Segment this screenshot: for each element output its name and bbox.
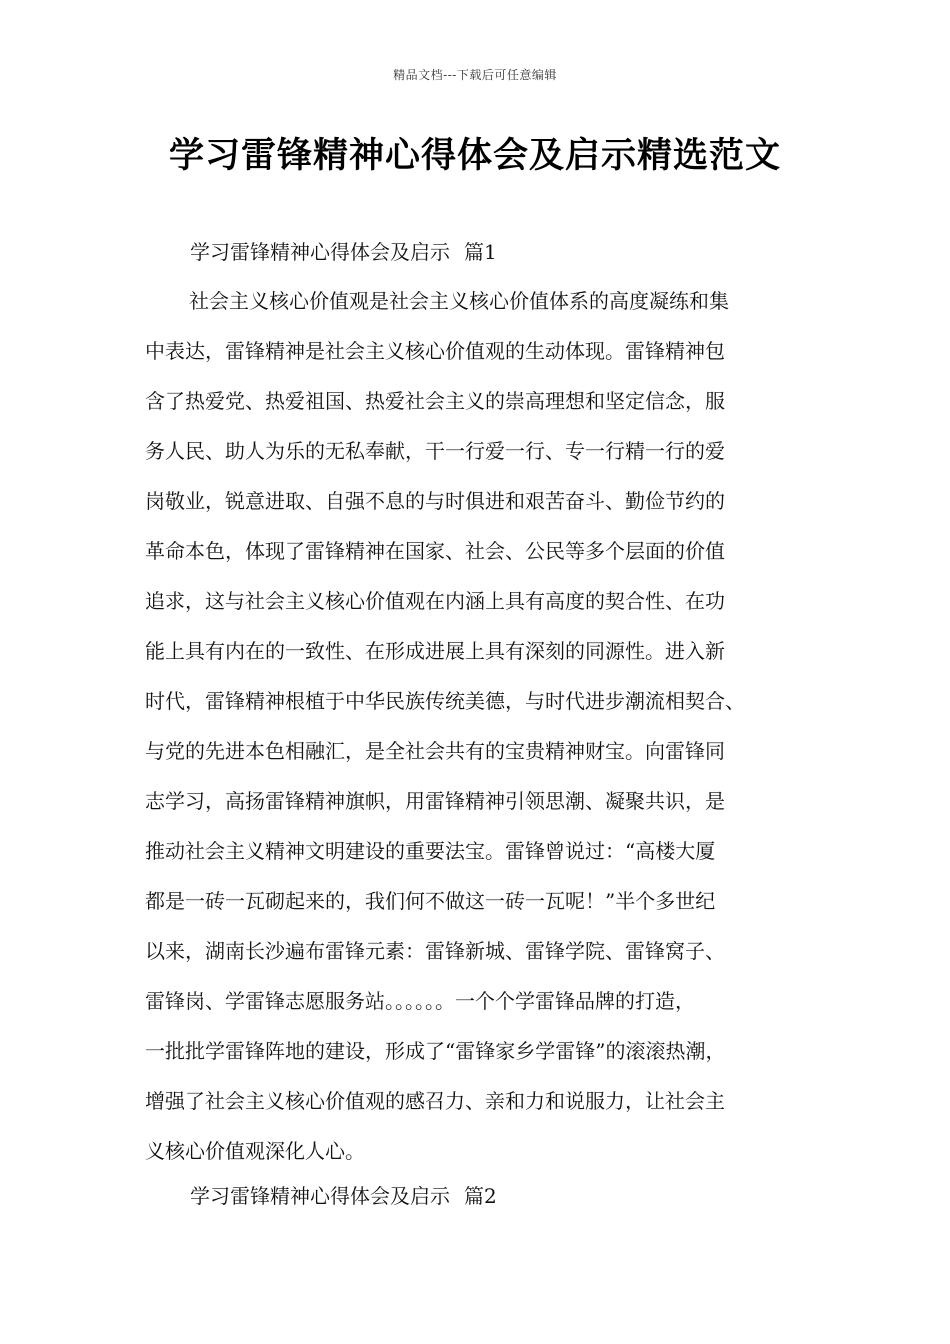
paragraph-line: 都是一砖一瓦砌起来的，我们何不做这一砖一瓦呢！”半个多世纪 [145,889,716,913]
document-title: 学习雷锋精神心得体会及启示精选范文 [168,136,781,176]
paragraph-line: 务人民、助人为乐的无私奉献，干一行爱一行、专一行精一行的爱 [145,439,725,463]
section-heading-text: 学习雷锋精神心得体会及启示 [190,240,450,264]
paragraph-line: 社会主义核心价值观是社会主义核心价值体系的高度凝练和集 [189,289,729,313]
section-1-body [145,281,830,1181]
paragraph-line: 时代，雷锋精神根植于中华民族传统美德，与时代进步潮流相契合、 [145,689,745,713]
paragraph-line: 志学习，高扬雷锋精神旗帜，用雷锋精神引领思潮、凝聚共识，是 [145,789,725,813]
paragraph-line: 能上具有内在的一致性、在形成进展上具有深刻的同源性。进入新 [145,639,725,663]
paragraph-line: 追求，这与社会主义核心价值观在内涵上具有高度的契合性、在功 [145,589,725,613]
paragraph-line: 义核心价值观深化人心。 [145,1139,365,1163]
section-heading-text: 学习雷锋精神心得体会及启示 [190,1184,450,1208]
paragraph-line: 岗敬业，锐意进取、自强不息的与时俱进和艰苦奋斗、勤俭节约的 [145,489,725,513]
paragraph-line: 增强了社会主义核心价值观的感召力、亲和力和说服力，让社会主 [145,1089,725,1113]
section-heading-1 [190,237,497,267]
paragraph-line: 推动社会主义精神文明建设的重要法宝。雷锋曾说过：“高楼大厦 [145,839,716,863]
paragraph-line: 与党的先进本色相融汇，是全社会共有的宝贵精神财宝。向雷锋同 [145,739,725,763]
section-heading-2 [190,1181,497,1211]
paragraph-line: 中表达，雷锋精神是社会主义核心价值观的生动体现。雷锋精神包 [145,339,725,363]
paragraph-line: 以来，湖南长沙遍布雷锋元素：雷锋新城、雷锋学院、雷锋窝子、 [145,939,725,963]
section-number: 篇2 [464,1184,497,1208]
header-note: 精品文档---下载后可任意编辑 [393,68,557,82]
paragraph-line: 革命本色，体现了雷锋精神在国家、社会、公民等多个层面的价值 [145,539,725,563]
paragraph-line: 一批批学雷锋阵地的建设，形成了“雷锋家乡学雷锋”的滚滚热潮， [145,1039,726,1063]
paragraph-line: 含了热爱党、热爱祖国、热爱社会主义的崇高理想和坚定信念，服 [145,389,725,413]
section-number: 篇1 [464,240,497,264]
paragraph-line: 雷锋岗、学雷锋志愿服务站。。。。。。一个个学雷锋品牌的打造， [145,989,695,1013]
